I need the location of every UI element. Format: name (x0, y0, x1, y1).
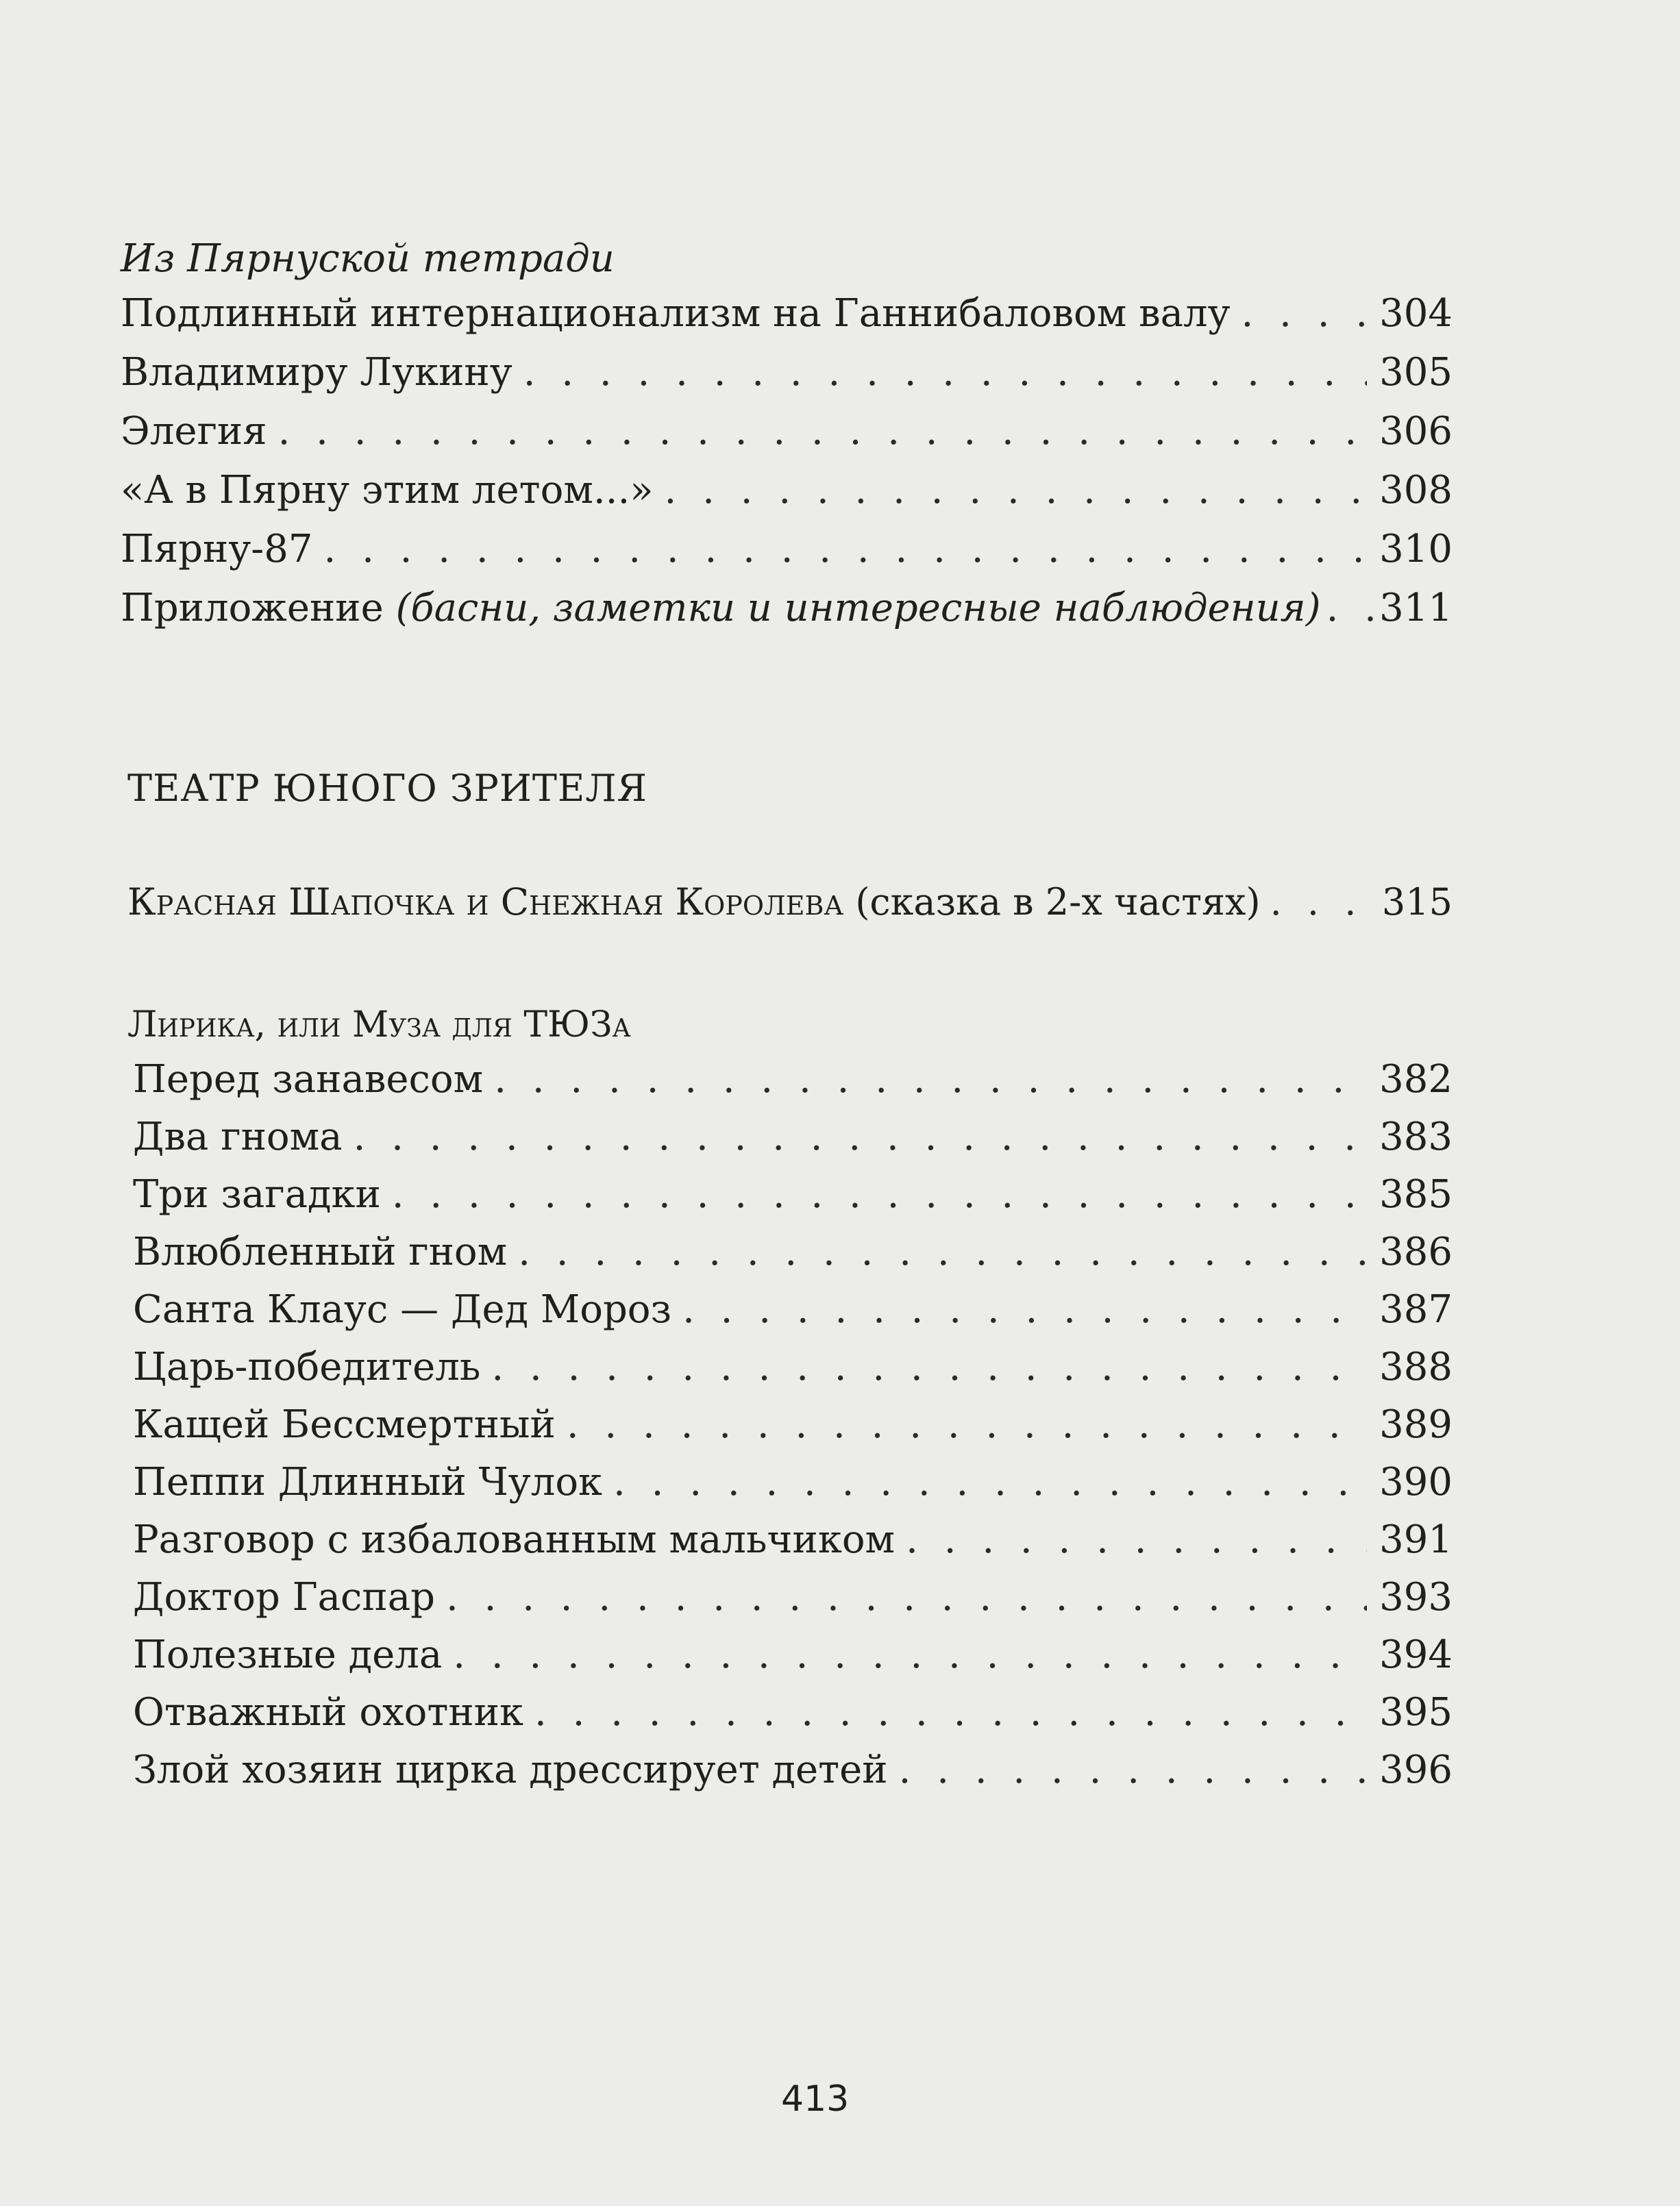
toc-entry (133, 1230, 1453, 1274)
toc-entry (133, 1057, 1453, 1102)
toc-entry-title-main: Приложение (121, 586, 384, 630)
toc-entry-page: 395 (1379, 1690, 1453, 1735)
toc-entry-page: 308 (1379, 468, 1453, 512)
toc-entry (121, 350, 1453, 395)
toc-leader (354, 1118, 1368, 1156)
toc-leader (1270, 884, 1372, 921)
toc-entry-title: Санта Клаус — Дед Мороз (133, 1287, 672, 1332)
toc-entry-page: 396 (1379, 1748, 1453, 1792)
toc-leader (278, 412, 1368, 451)
toc-entry (133, 1633, 1453, 1677)
toc-entry (121, 527, 1453, 571)
toc-entry-page: 394 (1379, 1633, 1453, 1677)
play-title: Красная Шапочка и Снежная Королева (127, 880, 844, 924)
toc-entry-page: 310 (1379, 527, 1453, 571)
toc-entry (121, 586, 1453, 630)
toc-entry-page: 306 (1379, 409, 1453, 454)
toc-entry-page: 315 (1381, 880, 1453, 924)
toc-entry-title: Два гнома (133, 1115, 343, 1159)
toc-entry (133, 1172, 1453, 1217)
toc-leader (567, 1406, 1367, 1444)
toc-leader (665, 471, 1368, 510)
toc-entry-title: Владимиру Лукину (121, 350, 512, 395)
section-title-lyric: Лирика, или Муза для ТЮЗа (127, 1004, 631, 1045)
toc-entry-title (127, 880, 1261, 924)
toc-entry (121, 291, 1453, 336)
toc-entry-title-note: (басни, заметки и интересные наблюдения) (395, 586, 1321, 630)
toc-entry-title: Отважный охотник (133, 1690, 523, 1735)
toc-entry-title: Злой хозяин цирка дрессирует детей (133, 1748, 888, 1792)
toc-entry-title: Элегия (121, 409, 267, 454)
toc-entry-title: Перед занавесом (133, 1057, 484, 1102)
toc-entry (121, 409, 1453, 454)
toc-entry (133, 1345, 1453, 1389)
toc-entry-page: 383 (1379, 1115, 1453, 1159)
toc-entry-page: 390 (1379, 1460, 1453, 1504)
toc-entry-page: 389 (1379, 1402, 1453, 1447)
toc-entry-page: 388 (1379, 1345, 1453, 1389)
toc-leader (1326, 589, 1374, 628)
toc-entry-title: Полезные дела (133, 1633, 443, 1677)
toc-entry (133, 1575, 1453, 1620)
page-number: 413 (781, 2079, 850, 2120)
toc-entry (133, 1287, 1453, 1332)
toc-entry (133, 1115, 1453, 1159)
toc-entry (133, 1690, 1453, 1735)
toc-leader (323, 530, 1367, 569)
toc-entry-play (127, 880, 1453, 924)
toc-entry-title: Разговор с избалованным мальчиком (133, 1517, 895, 1562)
toc-entry (133, 1460, 1453, 1504)
toc-entry-page: 382 (1379, 1057, 1453, 1102)
toc-entry-title: Пеппи Длинный Чулок (133, 1460, 603, 1504)
toc-leader (494, 1061, 1367, 1099)
toc-leader (491, 1348, 1367, 1387)
section-heading-theatre: ТЕАТР ЮНОГО ЗРИТЕЛЯ (127, 767, 648, 810)
toc-entry-title: Влюбленный гном (133, 1230, 508, 1274)
toc-entry-title: «А в Пярну этим летом...» (121, 468, 654, 512)
toc-entry-page: 387 (1379, 1287, 1453, 1332)
toc-entry-page: 386 (1379, 1230, 1453, 1274)
toc-entry-page: 305 (1379, 350, 1453, 395)
toc-entry-page: 393 (1379, 1575, 1453, 1620)
toc-entry (133, 1748, 1453, 1792)
toc-leader (682, 1291, 1367, 1329)
toc-leader (453, 1636, 1367, 1674)
toc-entry (133, 1517, 1453, 1562)
toc-entry-page: 385 (1379, 1172, 1453, 1217)
toc-entry-title: Царь-победитель (133, 1345, 481, 1389)
toc-leader (899, 1751, 1368, 1789)
toc-entry-title: Кащей Бессмертный (133, 1402, 556, 1447)
toc-entry-page: 311 (1379, 586, 1453, 630)
toc-entry-page: 304 (1379, 291, 1453, 336)
toc-entry (133, 1402, 1453, 1447)
toc-entry-title: Пярну-87 (121, 527, 313, 571)
toc-leader (392, 1176, 1367, 1214)
toc-entry (121, 468, 1453, 512)
toc-entry-page: 391 (1379, 1517, 1453, 1562)
toc-entry-title (121, 586, 1321, 630)
play-subtitle: (сказка в 2-х частях) (855, 880, 1261, 924)
toc-leader (518, 1233, 1367, 1272)
toc-entry-title: Подлинный интернационализм на Ганнибаловом валу (121, 291, 1231, 336)
toc-leader (1242, 295, 1368, 333)
toc-entry-title: Три загадки (133, 1172, 381, 1217)
toc-leader (534, 1694, 1367, 1732)
toc-leader (446, 1578, 1367, 1617)
toc-entry-title: Доктор Гаспар (133, 1575, 435, 1620)
section-title-parnu: Из Пярнуской тетради (121, 236, 615, 281)
toc-leader (906, 1521, 1367, 1559)
toc-leader (613, 1463, 1367, 1502)
toc-leader (523, 354, 1367, 392)
